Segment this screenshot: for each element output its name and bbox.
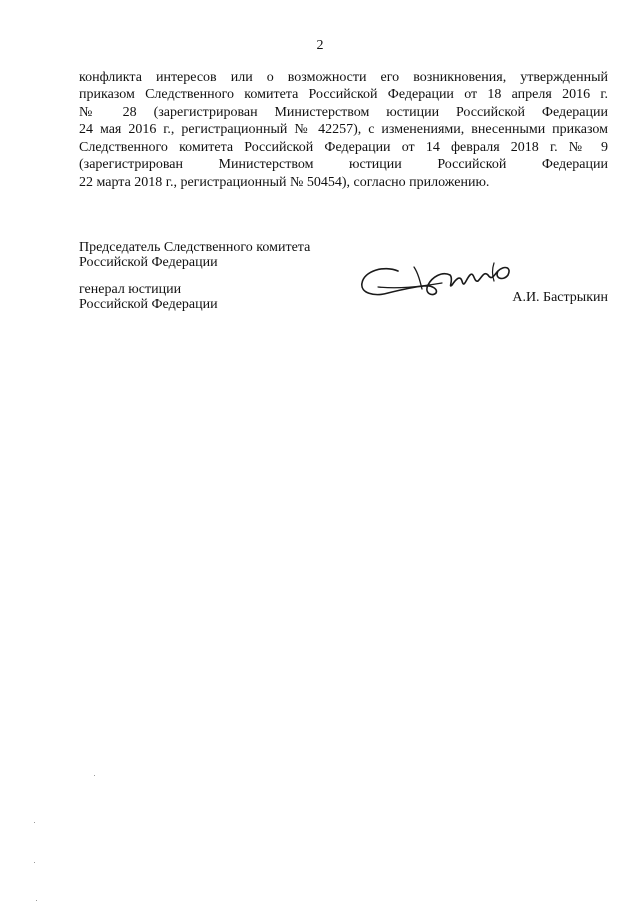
body-line-5: Следственного комитета Российской Федерации от 14 февраля 2018 г. № 9 (79, 140, 608, 155)
handwritten-signature (358, 259, 514, 305)
signatory-position-line-2: Российской Федерации (79, 255, 218, 270)
scan-speck (36, 900, 37, 901)
body-line-4: 24 мая 2016 г., регистрационный № 42257), с изменениями, внесенными приказом (79, 122, 608, 137)
body-line-6: (зарегистрирован Министерством юстиции Российской Федерации (79, 157, 608, 172)
body-line-2: приказом Следственного комитета Российской Федерации от 18 апреля 2016 г. (79, 87, 608, 102)
signatory-rank-line-2: Российской Федерации (79, 297, 218, 312)
signatory-name: А.И. Бастрыкин (512, 290, 608, 305)
body-line-7: 22 марта 2018 г., регистрационный № 50454), согласно приложению. (79, 175, 490, 190)
scan-speck (94, 775, 95, 776)
body-line-1: конфликта интересов или о возможности его возникновения, утвержденный (79, 70, 608, 85)
scan-speck (34, 862, 35, 863)
signatory-rank-line-1: генерал юстиции (79, 282, 182, 297)
page-number: 2 (316, 38, 324, 53)
signatory-position-line-1: Председатель Следственного комитета (79, 240, 311, 255)
body-line-3: № 28 (зарегистрирован Министерством юстиции Российской Федерации (79, 105, 608, 120)
scan-speck (34, 822, 35, 823)
